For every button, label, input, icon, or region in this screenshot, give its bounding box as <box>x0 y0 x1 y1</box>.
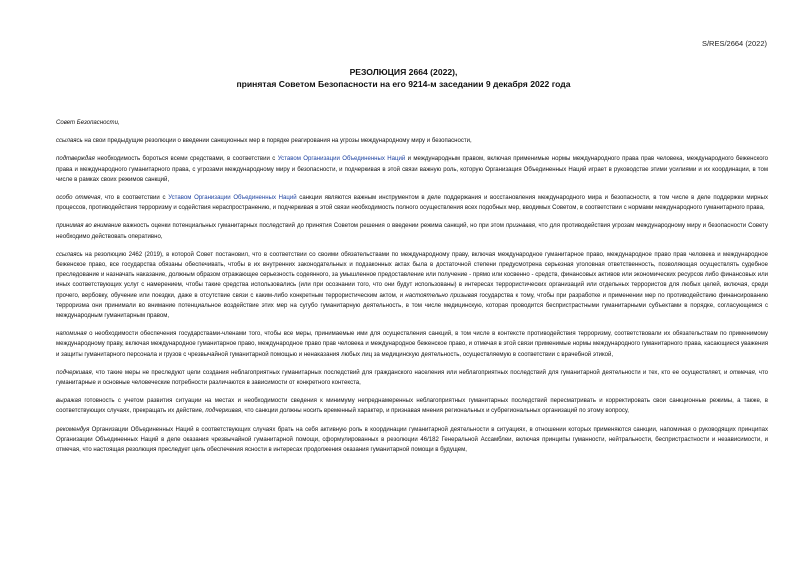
preamble-paragraph <box>56 368 768 388</box>
paragraph-lead: рекомендуя <box>56 426 90 433</box>
paragraph-text: необходимость бороться всеми средствами, в соответствии с <box>94 156 278 163</box>
paragraph-lead: особо отмечая <box>56 195 101 202</box>
addressee: Совет Безопасности, <box>56 120 120 126</box>
paragraph-text: государства к тому, чтобы при разработке и применении мер по противодействию финансированию терроризма они принимали во внимание потенциальное воздействие этих мер на сугубо гуманитарную деятельность, в том числе медицинскую, которая проводится беспристрастными гуманитарными субъектами в порядке, согласующемся с международным гуманитарным правом, <box>56 292 768 320</box>
paragraph-text: на резолюцию 2462 (2019), в которой Совет постановил, что в соответствии со своими обязательствами по международному праву, включая международное гуманитарное право, международное право прав человека и международное беженское право, все государства обязаны обеспечивать, чтобы в их внутренних законодательных и подзаконных актах была в достаточной степени предусмотрена серьезная уголовная ответственность, позволяющая осуществлять судебное преследование и назначать наказание, должным образом отражающее серьезность содеянного, за умышленное предоставление или получение - прямо или косвенно - средств, финансовых активов или экономических ресурсов либо финансовых или иных соответствующих услуг с намерением, чтобы такие средства использовались (или при осознании того, что они будут использованы) в интересах террористических организаций или отдельных террористов для любых целей, включая, среди прочего, вербовку, обучение или поездки, даже в отсутствие связи с каким-либо конкретным террористическим актом, и <box>56 251 768 299</box>
paragraph-lead: ссылаясь <box>56 251 83 258</box>
paragraph-text: на свои предыдущие резолюции о введении санкционных мер в порядке реагирования на угрозы международному миру и безопасности, <box>82 138 472 145</box>
paragraph-emphasis: подчеркивая <box>205 408 242 415</box>
charter-link[interactable]: Уставом Организации Объединенных Наций <box>168 195 297 202</box>
paragraph-text: , что в соответствии с <box>100 195 169 202</box>
preamble-paragraph <box>56 221 768 241</box>
paragraph-text: и международным правом, включая применимые нормы международного права прав человека, международного беженского права и международного гуманитарного права, с угрозами международному миру и безопасности, и подчеркивая в этой связи важную роль, которую Организация Объединенных Наций играет в руководстве этими усилиями и их координации, в том числе в рамках своих режимов санкций, <box>56 156 768 183</box>
paragraph-lead: подтверждая <box>56 156 95 163</box>
preamble-paragraph <box>56 154 768 185</box>
paragraph-lead: выражая <box>56 398 82 405</box>
paragraph-text: , что для противодействия угрозам международному миру и безопасности Совету необходимо действовать оперативно, <box>56 223 768 240</box>
paragraph-lead: подчеркивая <box>56 369 92 376</box>
preamble-paragraph <box>56 329 768 360</box>
paragraph-text: готовность с учетом развития ситуации на местах и необходимости сведения к минимуму непреднамеренных неблагоприятных гуманитарных последствий пересматривать и корректировать свои санкционные режимы, а также, в соответствующих случаях, прекращать их действие, <box>56 398 768 415</box>
resolution-body <box>56 118 768 463</box>
document-reference: S/RES/2664 (2022) <box>701 39 767 48</box>
preamble-paragraph <box>56 425 768 456</box>
paragraph-text: о необходимости обеспечения государствами-членами того, чтобы все меры, принимаемые ими для осуществления санкций, в том числе в контексте противодействия терроризму, соответствовали их обязательствам по применимому международному праву, включая международное гуманитарное право, международное право прав человека и международное беженское право, и отмечая в этой связи применимые нормы международного гуманитарного права, касающиеся уважения и защиты гуманитарного персонала и грузов с чрезвычайной гуманитарной помощью и ненаказания любых лиц за медицинскую деятельность, осуществляемую в соответствии с врачебной этикой, <box>56 331 768 358</box>
paragraph-text: , что гуманитарные и основные человеческие потребности различаются в зависимости от конкретного контекста, <box>56 369 769 387</box>
paragraph-emphasis: признавая <box>505 223 535 230</box>
title-line-2: принятая Советом Безопасности на его 9214-м заседании 9 декабря 2022 года <box>236 79 571 89</box>
paragraph-text: , что такие меры не преследуют цели создания неблагоприятных гуманитарных последствий для гражданского населения или неблагоприятных последствий для гуманитарной деятельности и тех, кто ее осуществляет, и <box>91 369 730 376</box>
preamble-paragraph <box>56 250 768 321</box>
preamble-paragraph <box>56 193 768 213</box>
paragraph-text: санкции являются важным инструментом в деле поддержания и восстановления международного мира и безопасности, в том числе в деле поддержки мирных процессов, противодействия терроризму и содействия нераспространению, и подчеркивая в этой связи необходимость полного осуществления всех подобных мер, вводимых Советом, в соответствии с нормами международного гуманитарного права, <box>56 195 768 212</box>
preamble-paragraph <box>56 396 768 416</box>
paragraph-lead: ссылаясь <box>56 138 83 145</box>
paragraph-lead: принимая во внимание <box>56 223 122 230</box>
paragraph-text: Организации Объединенных Наций в соответствующих случаях брать на себя активную роль в координации гуманитарной деятельности в ситуациях, в отношении которых применяются санкции, напоминая о руководящих принципах Организации Объединенных Наций в деле оказания чрезвычайной гуманитарной помощи, сформулированных в резолюции 46/182 Генеральной Ассамблеи, включая принципы гуманности, нейтральности, беспристрастности и независимости, и отмечая, что настоящая резолюция преследует цель обеспечения ясности в интересах продолжения оказания гуманитарной помощи в будущем, <box>56 426 768 454</box>
resolution-title <box>0 66 807 90</box>
paragraph-text: важность оценки потенциальных гуманитарных последствий до принятия Советом решения о введении режима санкций, но при этом <box>121 223 506 230</box>
preamble-paragraph <box>56 136 768 146</box>
paragraph-lead: напоминая <box>56 331 87 338</box>
paragraph-emphasis: настоятельно призывая <box>405 292 478 299</box>
paragraph-text: , что санкции должны носить временный характер, и признавая мнения региональных и субрегиональных организаций по этому вопросу, <box>241 408 629 415</box>
title-line-1: РЕЗОЛЮЦИЯ 2664 (2022), <box>349 67 458 77</box>
charter-link[interactable]: Уставом Организации Объединенных Наций <box>277 156 406 163</box>
paragraph-emphasis: отмечая <box>729 369 755 376</box>
